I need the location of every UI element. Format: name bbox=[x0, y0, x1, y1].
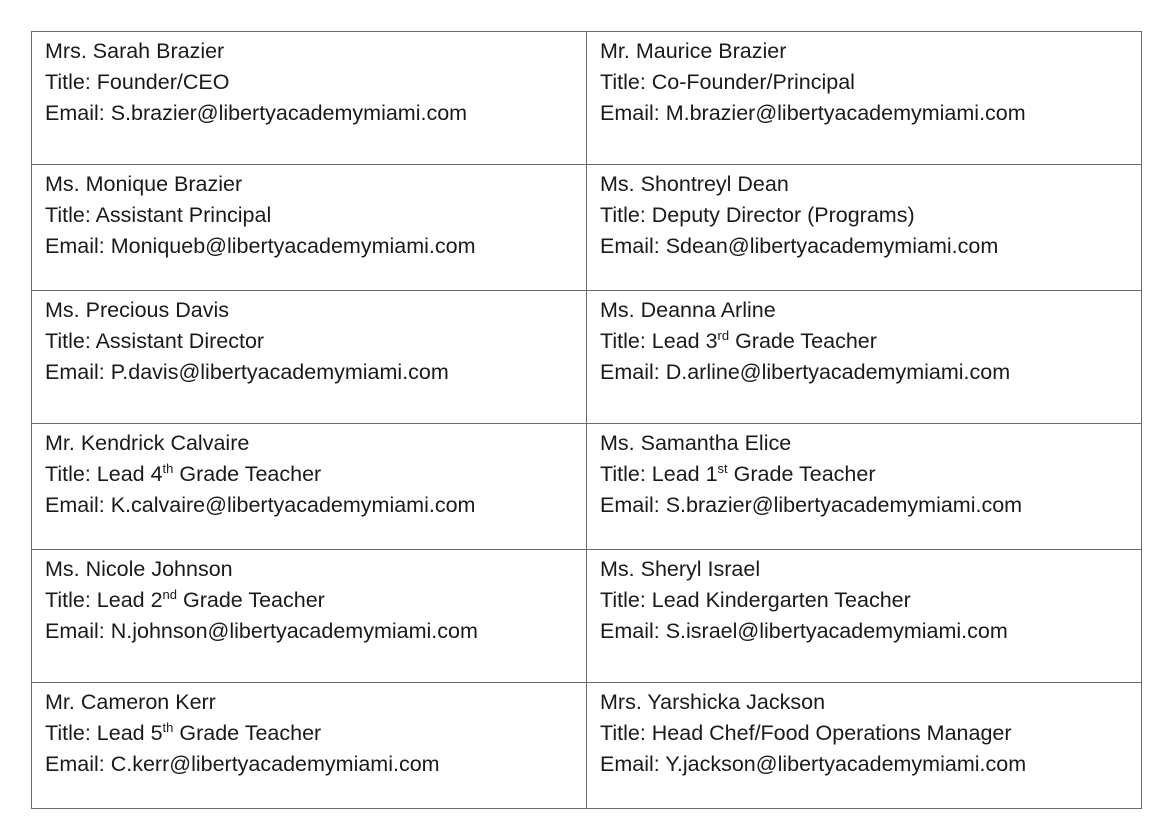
staff-name: Mrs. Yarshicka Jackson bbox=[600, 690, 826, 714]
staff-title-line bbox=[45, 326, 574, 357]
email-label: Email: bbox=[45, 360, 111, 384]
title-label: Title: bbox=[600, 203, 652, 227]
table-row bbox=[32, 165, 1142, 291]
staff-title: Assistant Director bbox=[95, 329, 265, 353]
table-row bbox=[32, 291, 1142, 424]
staff-title-post: Grade Teacher bbox=[173, 462, 322, 486]
staff-title: Assistant Principal bbox=[95, 203, 272, 227]
staff-name: Ms. Precious Davis bbox=[45, 298, 229, 322]
title-label: Title: bbox=[600, 70, 652, 94]
staff-title: Deputy Director (Programs) bbox=[651, 203, 915, 227]
staff-title-pre: Lead 5 bbox=[96, 721, 163, 745]
staff-name: Mr. Maurice Brazier bbox=[600, 39, 787, 63]
staff-email-line bbox=[45, 357, 574, 388]
table-row bbox=[32, 32, 1142, 165]
staff-title-line bbox=[45, 718, 574, 749]
email-label: Email: bbox=[600, 101, 666, 125]
staff-title-line bbox=[45, 459, 574, 490]
staff-email-line bbox=[45, 616, 574, 647]
staff-cell bbox=[32, 424, 587, 550]
staff-name: Ms. Nicole Johnson bbox=[45, 557, 233, 581]
staff-title-pre: Lead 2 bbox=[96, 588, 163, 612]
staff-title-post: Grade Teacher bbox=[727, 462, 876, 486]
staff-cell bbox=[587, 550, 1142, 683]
staff-email-line bbox=[45, 231, 574, 262]
staff-email-line bbox=[45, 490, 574, 521]
staff-cell bbox=[32, 165, 587, 291]
title-label: Title: bbox=[600, 329, 652, 353]
title-label: Title: bbox=[45, 462, 97, 486]
staff-email-line bbox=[600, 98, 1129, 129]
email-label: Email: bbox=[600, 234, 666, 258]
staff-title-line bbox=[600, 585, 1129, 616]
staff-title-pre: Lead 1 bbox=[651, 462, 718, 486]
staff-cell bbox=[587, 291, 1142, 424]
staff-email: Y.jackson@libertyacademymiami.com bbox=[665, 752, 1027, 776]
email-label: Email: bbox=[45, 619, 111, 643]
staff-title: Head Chef/Food Operations Manager bbox=[651, 721, 1012, 745]
staff-title: Lead Kindergarten Teacher bbox=[651, 588, 911, 612]
table-row bbox=[32, 683, 1142, 809]
staff-cell bbox=[32, 291, 587, 424]
staff-email: M.brazier@libertyacademymiami.com bbox=[665, 101, 1026, 125]
title-label: Title: bbox=[600, 721, 652, 745]
title-label: Title: bbox=[600, 588, 652, 612]
title-label: Title: bbox=[45, 329, 96, 353]
staff-name: Ms. Monique Brazier bbox=[45, 172, 243, 196]
staff-email-line bbox=[600, 231, 1129, 262]
staff-name: Mr. Cameron Kerr bbox=[45, 690, 216, 714]
staff-cell bbox=[32, 32, 587, 165]
staff-title-post: Grade Teacher bbox=[729, 329, 877, 353]
title-label: Title: bbox=[600, 462, 652, 486]
staff-title-pre: Lead 3 bbox=[651, 329, 718, 353]
staff-email-line bbox=[600, 357, 1129, 388]
staff-email-line bbox=[600, 749, 1129, 780]
staff-email: S.israel@libertyacademymiami.com bbox=[665, 619, 1008, 643]
email-label: Email: bbox=[45, 101, 111, 125]
staff-email: C.kerr@libertyacademymiami.com bbox=[110, 752, 440, 776]
table-row bbox=[32, 424, 1142, 550]
staff-name: Mr. Kendrick Calvaire bbox=[45, 431, 250, 455]
staff-title-line bbox=[600, 459, 1129, 490]
staff-cell bbox=[587, 32, 1142, 165]
ordinal-suffix: rd bbox=[717, 328, 730, 343]
staff-email: D.arline@libertyacademymiami.com bbox=[665, 360, 1011, 384]
staff-title-post: Grade Teacher bbox=[177, 588, 325, 612]
staff-email: S.brazier@libertyacademymiami.com bbox=[110, 101, 468, 125]
ordinal-suffix: th bbox=[162, 461, 174, 476]
email-label: Email: bbox=[600, 493, 666, 517]
staff-name: Ms. Samantha Elice bbox=[600, 431, 792, 455]
staff-email-line bbox=[45, 98, 574, 129]
staff-name: Ms. Shontreyl Dean bbox=[600, 172, 789, 196]
staff-title-post: Grade Teacher bbox=[173, 721, 322, 745]
staff-name: Mrs. Sarah Brazier bbox=[45, 39, 225, 63]
staff-email: Moniqueb@libertyacademymiami.com bbox=[110, 234, 476, 258]
staff-title: Founder/CEO bbox=[96, 70, 230, 94]
email-label: Email: bbox=[45, 752, 111, 776]
staff-cell bbox=[32, 550, 587, 683]
staff-email: N.johnson@libertyacademymiami.com bbox=[110, 619, 478, 643]
email-label: Email: bbox=[600, 752, 666, 776]
staff-email-line bbox=[45, 749, 574, 780]
staff-email: P.davis@libertyacademymiami.com bbox=[110, 360, 449, 384]
email-label: Email: bbox=[45, 234, 111, 258]
staff-cell bbox=[32, 683, 587, 809]
staff-title: Co-Founder/Principal bbox=[651, 70, 855, 94]
ordinal-suffix: nd bbox=[162, 587, 178, 602]
email-label: Email: bbox=[45, 493, 111, 517]
staff-title-line bbox=[600, 200, 1129, 231]
staff-title-line bbox=[45, 67, 574, 98]
staff-title-line bbox=[600, 326, 1129, 357]
staff-directory-table bbox=[31, 31, 1142, 809]
staff-email-line bbox=[600, 490, 1129, 521]
staff-cell bbox=[587, 165, 1142, 291]
ordinal-suffix: th bbox=[162, 720, 174, 735]
email-label: Email: bbox=[600, 360, 666, 384]
table-row bbox=[32, 550, 1142, 683]
email-label: Email: bbox=[600, 619, 666, 643]
staff-cell bbox=[587, 424, 1142, 550]
staff-email: S.brazier@libertyacademymiami.com bbox=[665, 493, 1023, 517]
staff-email: Sdean@libertyacademymiami.com bbox=[665, 234, 999, 258]
staff-directory-body bbox=[32, 32, 1142, 809]
staff-email: K.calvaire@libertyacademymiami.com bbox=[110, 493, 476, 517]
staff-name: Ms. Sheryl Israel bbox=[600, 557, 761, 581]
ordinal-suffix: st bbox=[717, 461, 728, 476]
staff-title-pre: Lead 4 bbox=[96, 462, 163, 486]
title-label: Title: bbox=[45, 721, 97, 745]
title-label: Title: bbox=[45, 70, 97, 94]
staff-title-line bbox=[600, 67, 1129, 98]
staff-name: Ms. Deanna Arline bbox=[600, 298, 776, 322]
title-label: Title: bbox=[45, 588, 97, 612]
staff-title-line bbox=[45, 200, 574, 231]
staff-cell bbox=[587, 683, 1142, 809]
staff-title-line bbox=[45, 585, 574, 616]
staff-email-line bbox=[600, 616, 1129, 647]
staff-title-line bbox=[600, 718, 1129, 749]
title-label: Title: bbox=[45, 203, 96, 227]
